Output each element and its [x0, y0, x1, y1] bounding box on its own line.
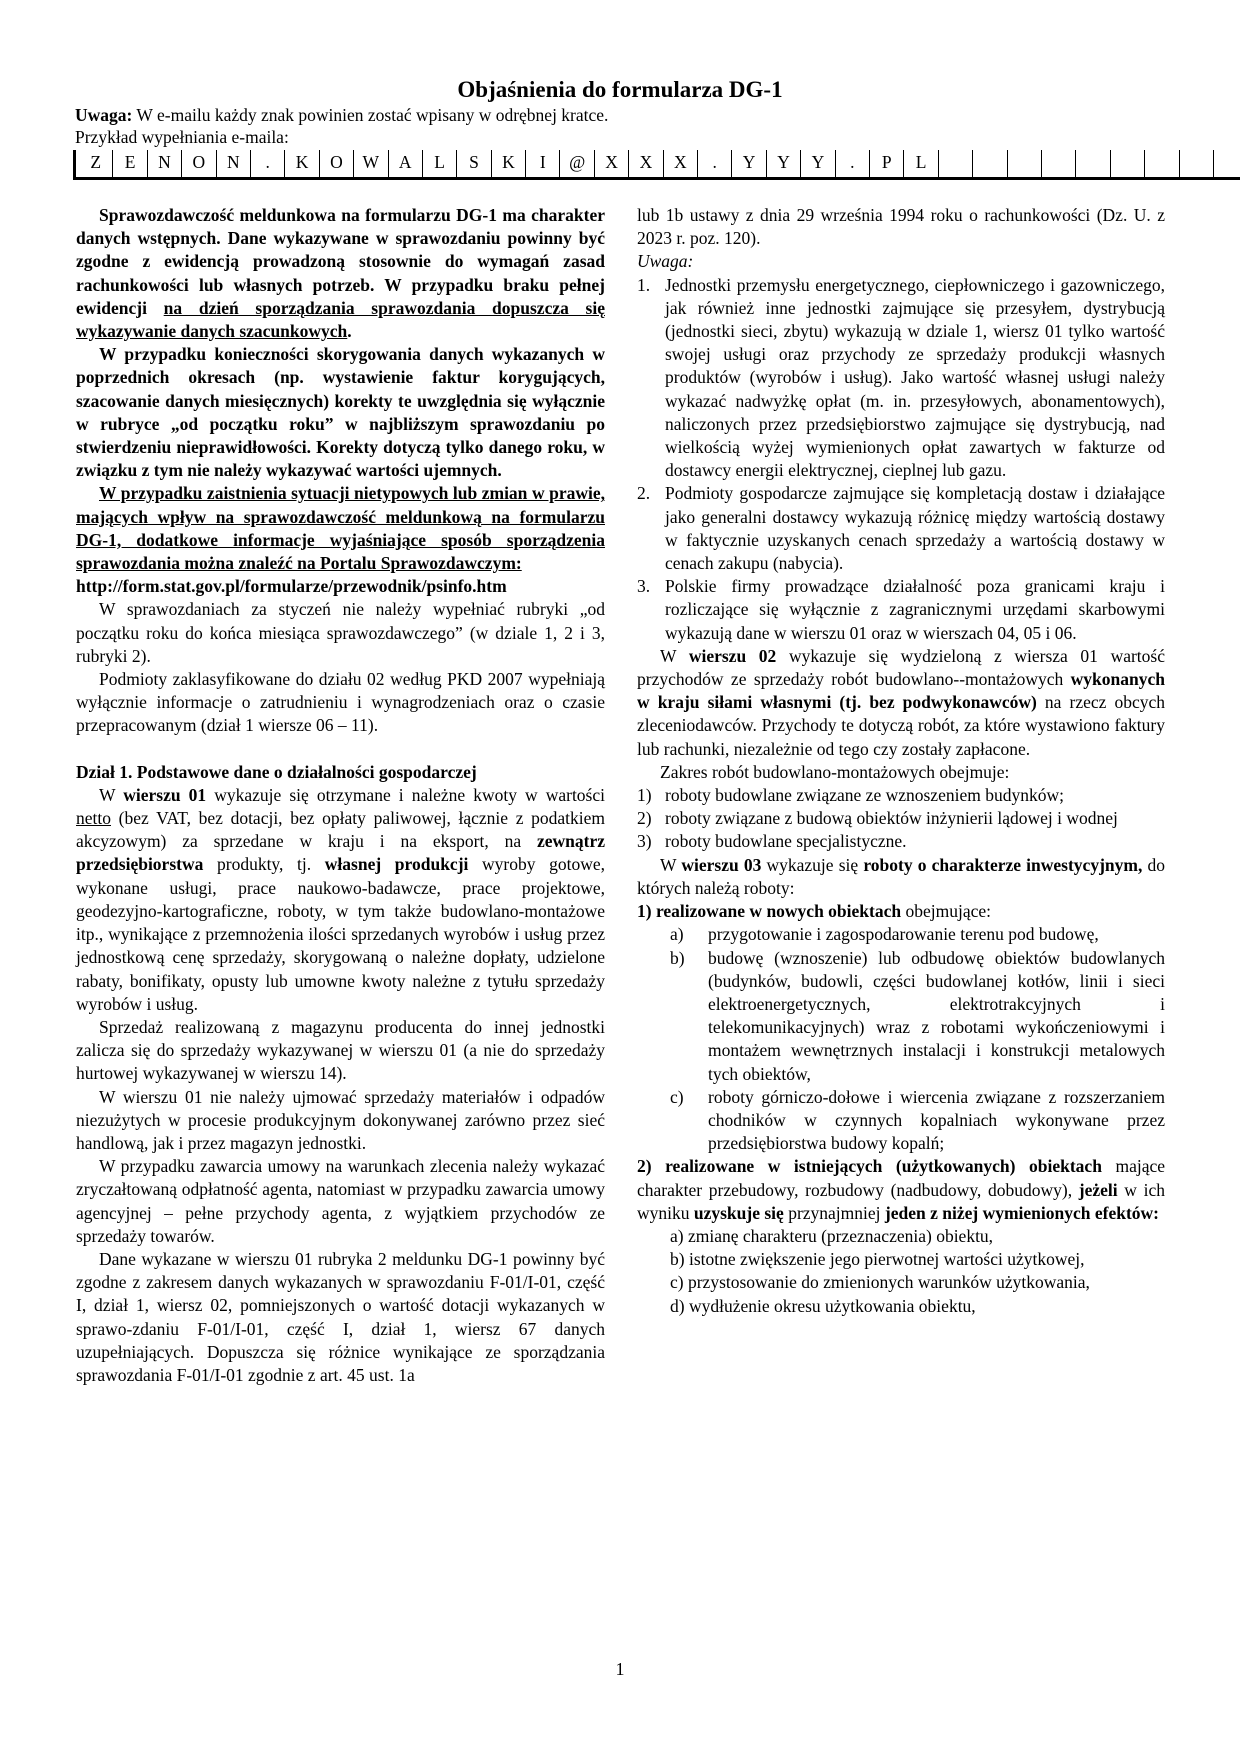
- warehouse-paragraph: Sprzedaż realizowaną z magazynu producenta do innej jednostki zalicza się do sprzedaży wykazywanej w wierszu 01 (a nie do sprzedaży hurtowej wykazywanej w wierszu 14).: [76, 1016, 605, 1084]
- list-item-text: Jednostki przemysłu energetycznego, ciepłowniczego i gazowniczego, jak również inne jednostki zajmujące się przesyłem, dystrybucją (jednostki sieci, zbytu) wykazują w dziale 1, wiersz 01 tylko wartość swojej usługi oraz przychody ze sprzedaży produkcji własnych produktów (wyrobów i usług). Jako wartość własnej usługi należy wykazać nadwyżkę opłat (m. in. przesyłowych, abonamentowych), naliczonych przez przedsiębiorstwo zajmujące się dystrybucją, nad wielkością wyżej wymienionych opłat zawartych w fakturze od dostawcy energii elektrycznej, cieplnej lub gazu.: [665, 274, 1165, 481]
- email-char-cell: [1076, 150, 1110, 180]
- left-column: [76, 204, 605, 1387]
- list-item: [637, 830, 1165, 853]
- portal-url: http://form.stat.gov.pl/formularze/przewodnik/psinfo.htm: [76, 576, 507, 597]
- list-item-text: roboty budowlane związane ze wznoszeniem budynków;: [665, 785, 1064, 806]
- email-char-cell: [1145, 150, 1179, 180]
- email-char-cell: X: [595, 150, 629, 180]
- list-item-text: roboty związane z budową obiektów inżynierii lądowej i wodnej: [665, 808, 1118, 829]
- scope-heading: Zakres robót budowlano-montażowych obejmuje:: [660, 761, 1010, 782]
- email-char-cell: Z: [79, 150, 113, 180]
- email-char-cell: W: [354, 150, 388, 180]
- new-objects-heading: 1) realizowane w nowych obiektach obejmujące:: [637, 901, 992, 922]
- existing-effects-list: [637, 1225, 1165, 1318]
- email-char-cell: X: [664, 150, 698, 180]
- notes-list: [637, 274, 1165, 645]
- list-item: [637, 807, 1165, 830]
- email-char-cell: Y: [767, 150, 801, 180]
- existing-objects-paragraph: 2) realizowane w istniejących (użytkowanych) obiektach mające charakter przebudowy, rozbudowy (nadbudowy, dobudowy), jeżeli w ich wyniku uzyskuje się przynajmniej jeden z niżej wymienionych efektów:: [637, 1156, 1166, 1223]
- email-char-cell: [1214, 150, 1240, 180]
- row-02-paragraph: W wierszu 02 wykazuje się wydzieloną z wiersza 01 wartość przychodów ze sprzedaży robót budowlano--montażowych wykonanych w kraju siłami własnymi (tj. bez podwykonawców) na rzecz obcych zleceniodawców. Przychody te dotyczą robót, za które wystawiono faktury lub rachunki, niezależnie od tego czy zostały zapłacone.: [637, 645, 1165, 759]
- email-char-cell: L: [904, 150, 938, 180]
- new-objects-list: [637, 923, 1165, 1155]
- list-item-text: przygotowanie i zagospodarowanie terenu pod budowę,: [708, 924, 1099, 945]
- agency-paragraph: W przypadku zawarcia umowy na warunkach zlecenia należy wykazać zryczałtowaną odpłatność agenta, natomiast w przypadku zawarcia umowy agencyjnej – pełne przychody agenta, z wyjątkiem przychodów ze sprzedaży towarów.: [76, 1156, 605, 1246]
- effect-item: d) wydłużenie okresu użytkowania obiektu,: [670, 1295, 976, 1316]
- list-item: [637, 274, 1165, 483]
- email-char-cell: .: [698, 150, 732, 180]
- list-item-text: Podmioty gospodarcze zajmujące się kompletacją dostaw i działające jako generalni dostawcy wykazują różnicę między wartością dostawy w faktycznie uzyskanych cenach sprzedaży a wartością dostawy w cenach zakupu (nabycia).: [665, 483, 1165, 574]
- email-char-cell: O: [320, 150, 354, 180]
- section-1-heading: Dział 1. Podstawowe dane o działalności gospodarczej: [76, 761, 477, 782]
- list-item-number: 3): [637, 831, 652, 852]
- list-item-number: 2.: [637, 483, 651, 504]
- list-item-number: b): [670, 947, 685, 968]
- january-paragraph: W sprawozdaniach za styczeń nie należy wypełniać rubryki „od początku roku do końca miesiąca sprawozdawczego” (w dziale 1, 2 i 3, rubryki 2).: [76, 599, 605, 666]
- atypical-situations-paragraph: W przypadku zaistnienia sytuacji nietypowych lub zmian w prawie, mających wpływ na sprawozdawczość meldunkową na formularzu DG-1, dodatkowe informacje wyjaśniające sposób sporządzenia sprawozdania można znaleźć na Portalu Sprawozdawczym:: [76, 483, 605, 574]
- email-char-cell: K: [285, 150, 319, 180]
- email-char-cell: X: [629, 150, 663, 180]
- list-item: [637, 947, 1165, 1086]
- email-char-cell: Y: [801, 150, 835, 180]
- row-03-paragraph: W wierszu 03 wykazuje się roboty o charakterze inwestycyjnym, do których należą roboty:: [637, 854, 1165, 898]
- email-char-cell: O: [182, 150, 216, 180]
- list-item: [637, 482, 1165, 575]
- email-char-cell: [973, 150, 1007, 180]
- email-note: Uwaga: W e-mailu każdy znak powinien zostać wpisany w odrębnej kratce.: [75, 105, 609, 125]
- email-example-label: Przykład wypełniania e-maila:: [75, 127, 289, 147]
- email-char-cell: S: [457, 150, 491, 180]
- email-example-grid: [73, 150, 1240, 178]
- email-char-cell: .: [836, 150, 870, 180]
- list-item-number: 3.: [637, 576, 651, 597]
- effect-item: a) zmianę charakteru (przeznaczenia) obiektu,: [670, 1225, 994, 1246]
- right-column: [637, 204, 1165, 1318]
- email-char-cell: [1111, 150, 1145, 180]
- email-char-cell: @: [560, 150, 594, 180]
- email-char-cell: [939, 150, 973, 180]
- note-heading: Uwaga:: [637, 251, 694, 272]
- list-item-text: budowę (wznoszenie) lub odbudowę obiektów budowlanych (budynków, budowli, części budowlanej kotłów, linii i sieci elektroenergetycznych, elektrotrakcyjnych i telekomunikacyjnych) wraz z robotami wykończeniowymi i montażem wewnętrznych instalacji i konstrukcji metalowych tych obiektów,: [708, 947, 1165, 1084]
- list-item-number: 1): [637, 785, 652, 806]
- email-char-cell: Y: [732, 150, 766, 180]
- effect-item: c) przystosowanie do zmienionych warunków użytkowania,: [670, 1272, 1090, 1293]
- list-item: [637, 575, 1165, 645]
- document-title: Objaśnienia do formularza DG-1: [457, 77, 783, 102]
- email-char-cell: .: [251, 150, 285, 180]
- email-char-cell: K: [492, 150, 526, 180]
- list-item-text: roboty górniczo-dołowe i wiercenia związane z rozszerzaniem chodników w czynnych kopalniach wykonywane przez przedsiębiorstwa budowy kopalń;: [708, 1086, 1165, 1154]
- row-01-paragraph: W wierszu 01 wykazuje się otrzymane i należne kwoty w wartości netto (bez VAT, bez dotacji, bez opłaty paliwowej, łącznie z podatkiem akcyzowym) za sprzedane w kraju i na eksport, na zewnątrz przedsiębiorstwa produkty, tj. własnej produkcji wyroby gotowe, wykonane usługi, prace naukowo-badawcze, prace projektowe, geodezyjno-kartograficzne, roboty, w tym także budowlano-montażowe itp., wynikające z przemnożenia ilości sprzedanych wyrobów i usług przez jednostkową cenę sprzedaży, skorygowaną o należne dopłaty, udzielone rabaty, bonifikaty, opusty lub umowne kwoty należne z tytułu sprzedaży wyrobów i usług.: [76, 784, 606, 1014]
- email-char-cell: [1042, 150, 1076, 180]
- list-item: [637, 1086, 1165, 1156]
- list-item-number: 2): [637, 808, 652, 829]
- effect-item: b) istotne zwiększenie jego pierwotnej wartości użytkowej,: [670, 1249, 1085, 1270]
- scope-list: [637, 784, 1165, 854]
- materials-paragraph: W wierszu 01 nie należy ujmować sprzedaży materiałów i odpadów niezużytych w procesie produkcyjnym dokonywanej zarówno przez sieć handlową, jak i przez magazyn jednostki.: [76, 1086, 605, 1153]
- list-item-text: Polskie firmy prowadzące działalność poza granicami kraju i rozliczające się wyłącznie z zagranicznymi urzędami skarbowymi wykazują dane w wierszu 01 oraz w wierszach 04, 05 i 06.: [665, 576, 1165, 643]
- list-item: [637, 923, 1165, 946]
- email-char-cell: N: [148, 150, 182, 180]
- f01-paragraph: Dane wykazane w wierszu 01 rubryka 2 meldunku DG-1 powinny być zgodne z zakresem danych wykazanych w sprawozdaniu F-01/I-01, część I, dział 1, wiersz 02, pomniejszonych o wartość dotacji wykazanych w sprawo-zdaniu F-01/I-01, część I, dział 1, wiersz 67 danych uzupełniających. Dopuszcza się różnice wynikające ze sporządzania sprawozdania F-01/I-01 zgodnie z art. 45 ust. 1a: [76, 1248, 605, 1385]
- page-number: 1: [615, 1659, 625, 1679]
- list-item-number: a): [670, 924, 684, 945]
- email-char-cell: L: [423, 150, 457, 180]
- corrections-paragraph: W przypadku konieczności skorygowania danych wykazanych w poprzednich okresach (np. wystawienie faktur korygujących, szacowanie danych miesięcznych) korekty te uwzględnia się wyłącznie w rubryce „od początku roku” w najbliższym sprawozdaniu po stwierdzeniu nieprawidłowości. Korekty dotyczą tylko danego roku, w związku z tym nie należy wykazywać wartości ujemnych.: [76, 344, 605, 481]
- email-char-cell: N: [217, 150, 251, 180]
- list-item-text: roboty budowlane specjalistyczne.: [665, 831, 907, 852]
- email-char-cell: [1180, 150, 1214, 180]
- email-char-cell: P: [870, 150, 904, 180]
- list-item-number: c): [670, 1086, 684, 1107]
- intro-paragraph: Sprawozdawczość meldunkowa na formularzu DG-1 ma charakter danych wstępnych. Dane wykazywane w sprawozdaniu powinny być zgodne z ewidencją prowadzoną stosownie do wymagań zasad rachunkowości lub własnych potrzeb. W przypadku braku pełnej ewidencji na dzień sporządzania sprawozdania dopuszcza się wykazywanie danych szacunkowych.: [76, 205, 605, 342]
- email-char-cell: E: [113, 150, 147, 180]
- pkd-paragraph: Podmioty zaklasyfikowane do działu 02 według PKD 2007 wypełniają wyłącznie informacje o zatrudnieniu i wynagrodzeniach oraz o czasie przepracowanym (dział 1 wiersze 06 – 11).: [76, 669, 605, 736]
- continuation-paragraph: lub 1b ustawy z dnia 29 września 1994 roku o rachunkowości (Dz. U. z 2023 r. poz. 120).: [637, 205, 1165, 249]
- list-item: [637, 784, 1165, 807]
- email-char-cell: I: [526, 150, 560, 180]
- email-char-cell: [1008, 150, 1042, 180]
- email-char-cell: A: [389, 150, 423, 180]
- list-item-number: 1.: [637, 274, 651, 295]
